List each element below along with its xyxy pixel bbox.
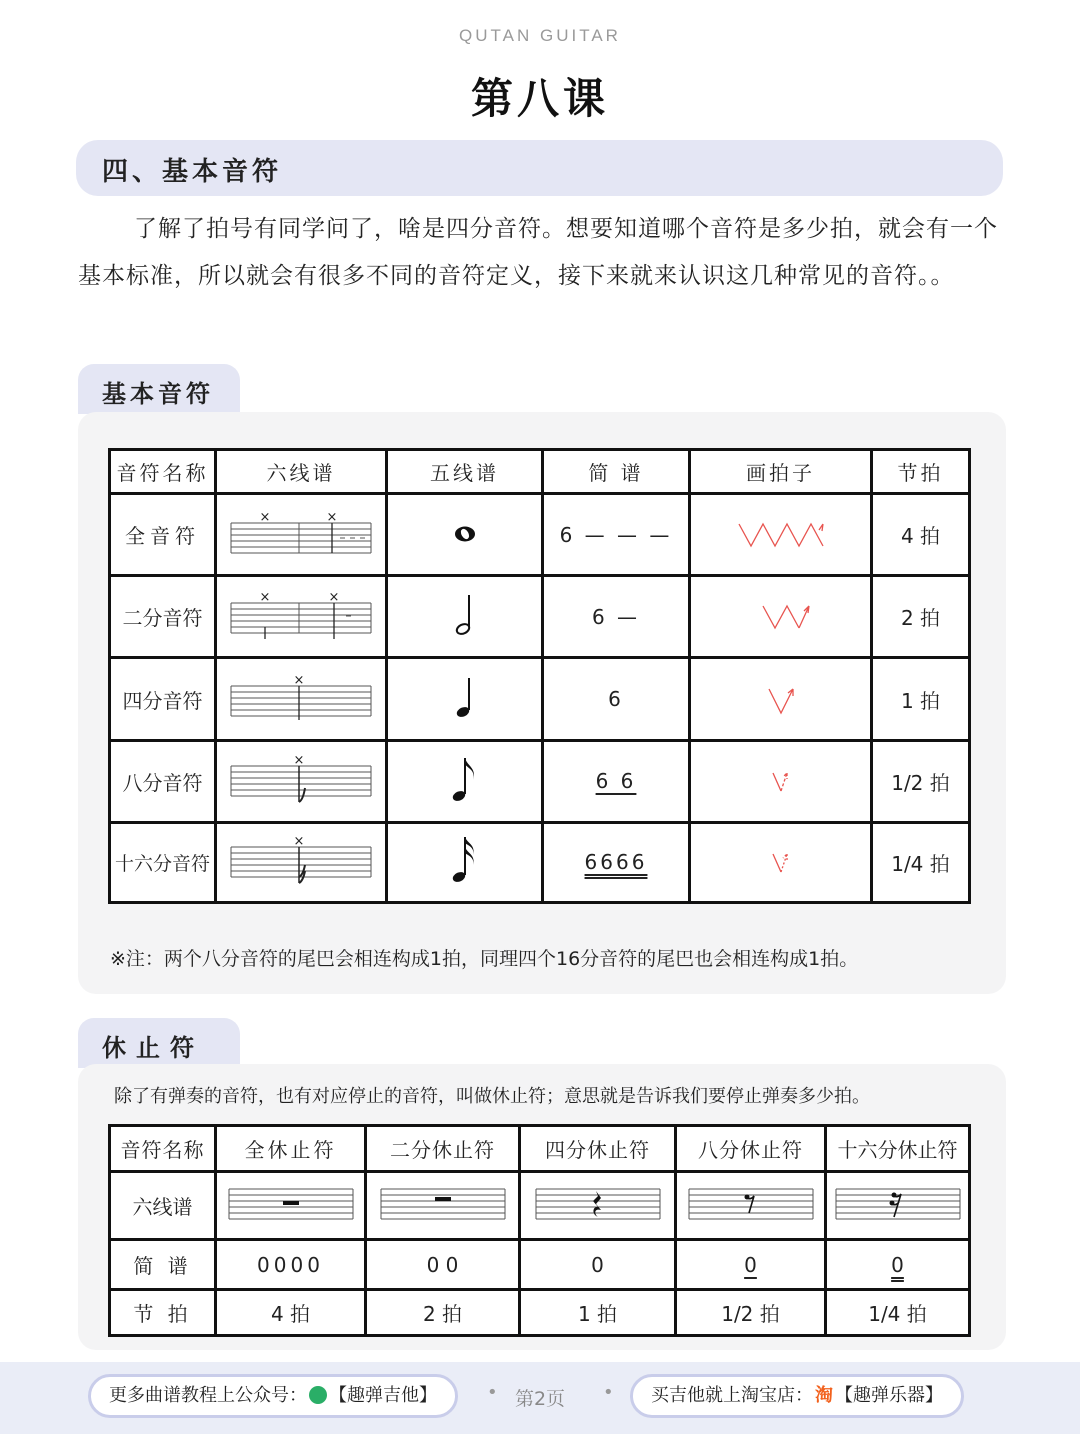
jianpu-value: 6 — — — [543, 494, 690, 576]
svg-text:×: × [326, 510, 338, 526]
sixteenth-note-icon [387, 822, 543, 902]
section-header [76, 140, 1003, 196]
notes-tab-label: 基本音符 [102, 380, 214, 408]
jianpu-value: 6 [543, 658, 690, 740]
tab-whole-icon [216, 494, 387, 576]
beat-value: 1 拍 [872, 658, 970, 740]
tab-eighth-rest-icon [676, 1172, 826, 1240]
brand-label: QUTAN GUITAR [459, 26, 621, 45]
svg-text:×: × [259, 510, 271, 526]
footer-right-text: 买吉他就上淘宝店： [651, 1385, 813, 1406]
header-jianpu: 简 谱 [543, 450, 690, 494]
note-name: 二分音符 [110, 576, 216, 658]
notes-header-row [110, 450, 970, 494]
svg-text:×: × [259, 590, 271, 606]
page-title: 第八课 [470, 74, 609, 123]
jianpu-value: 0 [826, 1240, 970, 1290]
intro-paragraph [78, 206, 998, 300]
jianpu-value: 6666 [543, 822, 690, 902]
quarter-note-icon [387, 658, 543, 740]
table-row [110, 740, 970, 822]
rests-table [108, 1124, 971, 1337]
svg-text:×: × [328, 590, 340, 606]
row-label: 简 谱 [110, 1240, 216, 1290]
svg-text:×: × [293, 834, 305, 849]
tab-quarter-icon [216, 658, 387, 740]
note-name: 十六分音符 [110, 822, 216, 902]
beat-value: 4 拍 [872, 494, 970, 576]
taobao-pill[interactable] [630, 1374, 964, 1418]
page-number: 第2页 [514, 1388, 566, 1410]
rests-tab-label: 休止符 [102, 1034, 204, 1062]
note-name: 全音符 [110, 494, 216, 576]
conduct-half-icon [690, 576, 872, 658]
beat-value: 1 拍 [520, 1290, 676, 1336]
header-note-name: 音符名称 [110, 450, 216, 494]
beat-value: 1/4 拍 [826, 1290, 970, 1336]
note-name: 八分音符 [110, 740, 216, 822]
header-whole-rest: 全休止符 [216, 1126, 366, 1172]
jianpu-value: 6 — [543, 576, 690, 658]
row-label: 六线谱 [110, 1172, 216, 1240]
tab-eighth-icon [216, 740, 387, 822]
jianpu-value: 0000 [216, 1240, 366, 1290]
footer-left-name: 【趣弹吉他】 [329, 1385, 437, 1406]
header-sixteenth-rest: 十六分休止符 [826, 1126, 970, 1172]
beat-value: 1/2 拍 [676, 1290, 826, 1336]
conduct-quarter-icon [690, 658, 872, 740]
header-staff: 五线谱 [387, 450, 543, 494]
rests-intro: 除了有弹奏的音符，也有对应停止的音符，叫做休止符；意思就是告诉我们要停止弹奏多少拍。 [114, 1086, 870, 1107]
table-row [110, 1240, 970, 1290]
beat-value: 1/4 拍 [872, 822, 970, 902]
header-half-rest: 二分休止符 [366, 1126, 520, 1172]
table-row [110, 494, 970, 576]
table-row [110, 1290, 970, 1336]
conduct-whole-icon [690, 494, 872, 576]
jianpu-value: 0 0 [366, 1240, 520, 1290]
table-row [110, 658, 970, 740]
whole-note-icon [387, 494, 543, 576]
rests-tab [78, 1018, 240, 1068]
taobao-icon: 淘 [815, 1385, 833, 1406]
svg-text:×: × [293, 672, 305, 688]
separator-dot: • [487, 1382, 498, 1403]
intro-text: 了解了拍号有同学问了，啥是四分音符。想要知道哪个音符是多少拍，就会有一个基本标准，所以就会有很多不同的音符定义，接下来就来认识这几种常见的音符。。 [78, 216, 998, 289]
svg-text:×: × [293, 753, 305, 768]
conduct-sixteenth-icon [690, 822, 872, 902]
notes-tab [78, 364, 240, 414]
tab-half-icon [216, 576, 387, 658]
jianpu-value: 0 [520, 1240, 676, 1290]
tab-sixteenth-rest-icon [826, 1172, 970, 1240]
beat-value: 2 拍 [366, 1290, 520, 1336]
row-label: 节 拍 [110, 1290, 216, 1336]
jianpu-value: 0 [676, 1240, 826, 1290]
beat-value: 4 拍 [216, 1290, 366, 1336]
tab-half-rest-icon [366, 1172, 520, 1240]
table-row [110, 576, 970, 658]
header-quarter-rest: 四分休止符 [520, 1126, 676, 1172]
notes-table [108, 448, 971, 904]
header-note-name: 音符名称 [110, 1126, 216, 1172]
beat-value: 1/2 拍 [872, 740, 970, 822]
tab-sixteenth-icon [216, 822, 387, 902]
header-conduct: 画拍子 [690, 450, 872, 494]
footer-right-name: 【趣弹乐器】 [835, 1385, 943, 1406]
half-note-icon [387, 576, 543, 658]
conduct-eighth-icon [690, 740, 872, 822]
notes-footnote: ※注：两个八分音符的尾巴会相连构成1拍，同理四个16分音符的尾巴也会相连构成1拍。 [110, 948, 859, 970]
eighth-note-icon [387, 740, 543, 822]
jianpu-value: 6 6 [543, 740, 690, 822]
header-beat: 节拍 [872, 450, 970, 494]
section-title: 四、基本音符 [102, 157, 283, 187]
rests-header-row [110, 1126, 970, 1172]
separator-dot: • [603, 1382, 614, 1403]
note-name: 四分音符 [110, 658, 216, 740]
tab-whole-rest-icon [216, 1172, 366, 1240]
header-tab: 六线谱 [216, 450, 387, 494]
table-row [110, 822, 970, 902]
table-row [110, 1172, 970, 1240]
header-eighth-rest: 八分休止符 [676, 1126, 826, 1172]
tab-quarter-rest-icon [520, 1172, 676, 1240]
beat-value: 2 拍 [872, 576, 970, 658]
footer-left-text: 更多曲谱教程上公众号： [109, 1385, 307, 1406]
